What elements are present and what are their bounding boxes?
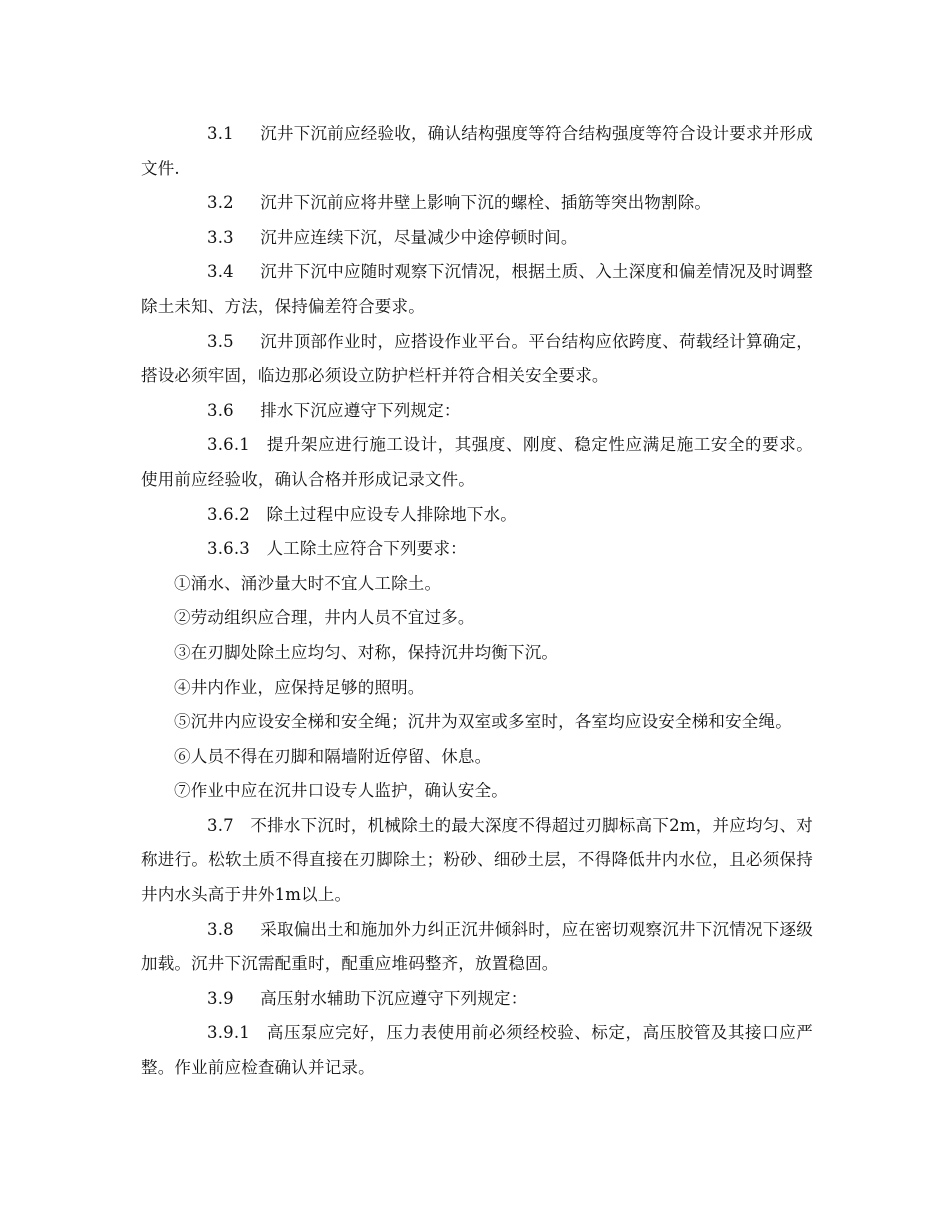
paragraph-text: 不排水下沉时，机械除土的最大深度不得超过刃脚标高下2m，并应均匀、对称进行。松软土质不得直接在刃脚除土；粉砂、细砂土层，不得降低井内水位，且必须保持井内水头高于井外1m以上。: [141, 815, 813, 905]
paragraph-3-6-3: [141, 532, 813, 567]
clause-number: 3.9: [207, 988, 234, 1008]
paragraph-3-6: [141, 394, 813, 429]
paragraph-text: 沉井下沉前应将井壁上影响下沉的螺栓、插筋等突出物割除。: [260, 193, 712, 213]
clause-number: 3.5: [207, 331, 234, 351]
paragraph-text: ④井内作业，应保持足够的照明。: [174, 677, 425, 697]
list-item-1: [141, 567, 813, 602]
clause-number: 3.7: [207, 815, 234, 835]
paragraph-text: 排水下沉应遵守下列规定：: [260, 400, 461, 420]
clause-number: 3.9.1: [207, 1023, 250, 1043]
clause-number: 3.4: [207, 262, 234, 282]
clause-number: 3.1: [207, 124, 234, 143]
paragraph-3-1: [141, 117, 813, 186]
paragraph-3-9-1: [141, 1016, 813, 1085]
paragraph-text: ⑥人员不得在刃脚和隔墙附近停留、休息。: [174, 746, 492, 766]
paragraph-3-4: [141, 255, 813, 324]
clause-number: 3.2: [207, 193, 234, 213]
paragraph-3-3: [141, 221, 813, 256]
list-item-7: [141, 774, 813, 809]
clause-number: 3.3: [207, 227, 234, 247]
clause-number: 3.6.2: [207, 504, 250, 524]
list-item-6: [141, 740, 813, 775]
paragraph-text: 高压泵应完好，压力表使用前必须经校验、标定，高压胶管及其接口应严整。作业前应检查确认并记录。: [141, 1023, 813, 1078]
clause-number: 3.6: [207, 400, 234, 420]
paragraph-text: 沉井下沉前应经验收，确认结构强度等符合结构强度等符合设计要求并形成文件.: [141, 124, 813, 178]
paragraph-text: 人工除土应符合下列要求：: [266, 539, 467, 559]
paragraph-text: ②劳动组织应合理，井内人员不宜过多。: [174, 608, 475, 628]
paragraph-3-2: [141, 186, 813, 221]
paragraph-text: 高压射水辅助下沉应遵守下列规定：: [260, 988, 528, 1008]
paragraph-text: 沉井下沉中应随时观察下沉情况，根据土质、入土深度和偏差情况及时调整除土未知、方法，保持偏差符合要求。: [141, 262, 813, 316]
paragraph-text: ①涌水、涌沙量大时不宜人工除土。: [174, 573, 442, 593]
list-item-5: [141, 705, 813, 740]
paragraph-3-6-1: [141, 428, 813, 497]
paragraph-text: 提升架应进行施工设计，其强度、刚度、稳定性应满足施工安全的要求。使用前应经验收，确认合格并形成记录文件。: [141, 435, 813, 489]
paragraph-text: 采取偏出土和施加外力纠正沉井倾斜时，应在密切观察沉井下沉情况下逐级加载。沉井下沉需配重时，配重应堆码整齐，放置稳固。: [141, 919, 813, 974]
paragraph-text: 沉井顶部作业时，应搭设作业平台。平台结构应依跨度、荷载经计算确定，搭设必须牢固，临边那必须设立防护栏杆并符合相关安全要求。: [141, 331, 813, 386]
paragraph-text: 除土过程中应设专人排除地下水。: [266, 504, 517, 524]
list-item-2: [141, 601, 813, 636]
paragraph-3-6-2: [141, 498, 813, 533]
paragraph-text: ⑤沉井内应设安全梯和安全绳；沉井为双室或多室时，各室均应设安全梯和安全绳。: [174, 712, 792, 732]
clause-number: 3.6.1: [207, 435, 250, 455]
paragraph-text: 沉井应连续下沉，尽量减少中途停顿时间。: [260, 227, 578, 247]
list-item-3: [141, 636, 813, 671]
clause-number: 3.6.3: [207, 539, 250, 559]
clause-number: 3.8: [207, 919, 234, 939]
paragraph-3-8: [141, 913, 813, 982]
paragraph-3-5: [141, 325, 813, 394]
paragraph-text: ③在刃脚处除土应均匀、对称，保持沉井均衡下沉。: [174, 642, 559, 662]
paragraph-3-9: [141, 982, 813, 1017]
document-body: [141, 117, 813, 1086]
paragraph-3-7: [141, 809, 813, 913]
paragraph-text: ⑦作业中应在沉井口设专人监护，确认安全。: [174, 781, 508, 801]
list-item-4: [141, 671, 813, 706]
